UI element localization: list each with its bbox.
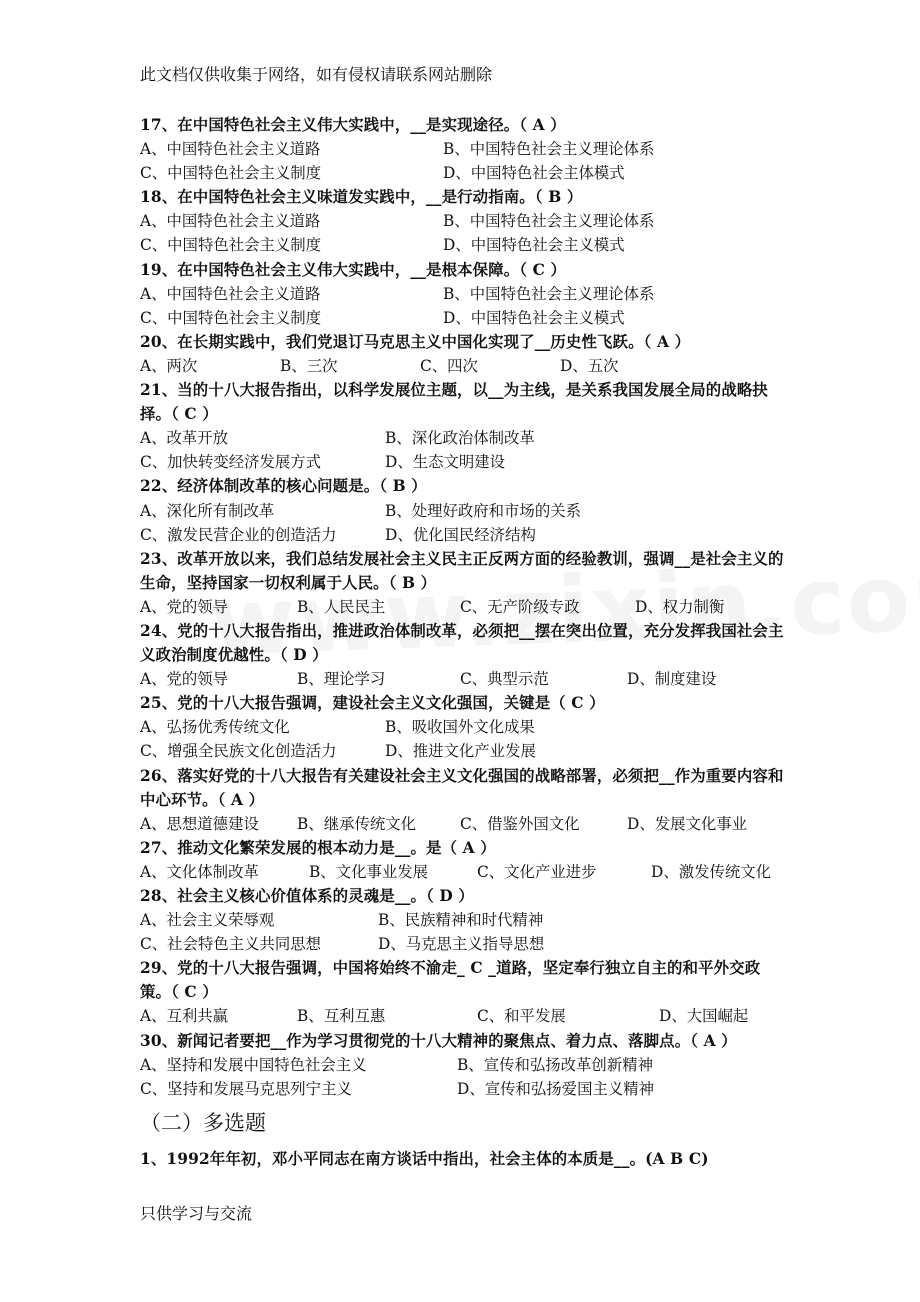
answer-option: C、四次 xyxy=(420,356,478,375)
question-text: 21、当的十八大报告指出，以科学发展位主题，以__为主线，是关系我国发展全局的战略抉择。（ C ） xyxy=(140,381,768,424)
answer-option: C、和平发展 xyxy=(477,1007,566,1026)
question-text: 23、改革开放以来，我们总结发展社会主义民主正反两方面的经验教训，强调__是社会主义的生命，坚持国家一切权利属于人民。（ B ） xyxy=(140,549,784,592)
answer-option: A、中国特色社会主义道路 xyxy=(140,284,321,303)
answer-option: A、党的领导 xyxy=(140,597,229,616)
answer-option: B、民族精神和时代精神 xyxy=(378,911,544,930)
answer-option: B、文化事业发展 xyxy=(309,862,429,881)
answer-option: D、生态文明建设 xyxy=(385,453,506,472)
answer-option: B、继承传统文化 xyxy=(297,814,417,833)
option-row xyxy=(140,1004,790,1028)
option-row xyxy=(140,233,790,257)
option-row xyxy=(140,667,790,691)
question-list xyxy=(140,113,790,1171)
answer-option: D、五次 xyxy=(560,356,619,375)
answer-option: D、大国崛起 xyxy=(659,1007,749,1026)
question-text: 1、1992年年初，邓小平同志在南方谈话中指出，社会主体的本质是__。(A B C) xyxy=(140,1149,709,1168)
answer-option: D、中国特色社会主体模式 xyxy=(443,164,625,183)
answer-option: B、中国特色社会主义理论体系 xyxy=(443,212,655,231)
answer-option: C、中国特色社会主义制度 xyxy=(140,308,322,327)
answer-option: A、改革开放 xyxy=(140,429,229,448)
section-title: （二）多选题 xyxy=(140,1110,266,1135)
answer-option: A、深化所有制改革 xyxy=(140,501,275,520)
answer-option: B、宣传和弘扬改革创新精神 xyxy=(457,1055,653,1074)
answer-option: B、处理好政府和市场的关系 xyxy=(385,501,581,520)
option-row xyxy=(140,137,790,161)
option-row xyxy=(140,908,790,932)
option-row xyxy=(140,812,790,836)
answer-option: D、权力制衡 xyxy=(635,597,725,616)
question-text: 26、落实好党的十八大报告有关建设社会主义文化强国的战略部署，必须把__作为重要内容和中心环节。（ A ） xyxy=(140,766,784,809)
answer-option: B、吸收国外文化成果 xyxy=(385,718,535,737)
question-text: 22、经济体制改革的核心问题是。（ B ） xyxy=(140,477,427,496)
option-row xyxy=(140,715,790,739)
answer-option: D、宣传和弘扬爱国主义精神 xyxy=(457,1079,655,1098)
answer-option: D、中国特色社会主义模式 xyxy=(443,308,625,327)
option-row xyxy=(140,354,790,378)
option-row xyxy=(140,595,790,619)
answer-option: C、社会特色主义共同思想 xyxy=(140,935,322,954)
answer-option: A、思想道德建设 xyxy=(140,814,259,833)
question-text: 25、党的十八大报告强调，建设社会主义文化强国，关键是（ C ） xyxy=(140,694,605,713)
answer-option: C、中国特色社会主义制度 xyxy=(140,164,322,183)
question-text: 17、在中国特色社会主义伟大实践中，__是实现途径。（ A ） xyxy=(140,116,566,134)
answer-option: C、激发民营企业的创造活力 xyxy=(140,525,337,544)
answer-option: C、典型示范 xyxy=(460,670,549,689)
answer-option: D、马克思主义指导思想 xyxy=(378,935,545,954)
answer-option: A、文化体制改革 xyxy=(140,862,259,881)
answer-option: D、发展文化事业 xyxy=(627,814,748,833)
question-text: 29、党的十八大报告强调，中国将始终不渝走_ C _道路，坚定奉行独立自主的和平外交政策。（ C ） xyxy=(140,959,761,1002)
answer-option: B、中国特色社会主义理论体系 xyxy=(443,140,655,159)
option-row xyxy=(140,426,790,450)
answer-option: A、中国特色社会主义道路 xyxy=(140,212,321,231)
answer-option: A、弘扬优秀传统文化 xyxy=(140,718,290,737)
question-text: 24、党的十八大报告指出，推进政治体制改革，必须把__摆在突出位置，充分发挥我国社会主义政治制度优越性。（ D ） xyxy=(140,621,784,665)
answer-option: C、增强全民族文化创造活力 xyxy=(140,742,337,761)
answer-option: A、互利共赢 xyxy=(140,1007,229,1026)
option-row xyxy=(140,282,790,306)
question-text: 27、推动文化繁荣发展的根本动力是__。是（ A ） xyxy=(140,838,496,857)
option-row xyxy=(140,1077,790,1101)
option-row xyxy=(140,306,790,330)
answer-option: C、中国特色社会主义制度 xyxy=(140,236,322,255)
question-text: 18、在中国特色社会主义味道发实践中，__是行动指南。（ B ） xyxy=(140,188,583,207)
answer-option: D、中国特色社会主义模式 xyxy=(443,236,625,255)
answer-option: A、社会主义荣辱观 xyxy=(140,911,275,930)
answer-option: B、三次 xyxy=(280,356,338,375)
answer-option: B、互利互惠 xyxy=(297,1007,386,1026)
answer-option: B、中国特色社会主义理论体系 xyxy=(443,284,655,303)
option-row xyxy=(140,499,790,523)
answer-option: D、推进文化产业发展 xyxy=(385,742,536,761)
header-note: 此文档仅供收集于网络，如有侵权请联系网站删除 xyxy=(140,65,493,84)
answer-option: D、激发传统文化 xyxy=(651,862,772,881)
answer-option: A、两次 xyxy=(140,356,198,375)
answer-option: C、加快转变经济发展方式 xyxy=(140,453,322,472)
option-row xyxy=(140,932,790,956)
option-row xyxy=(140,739,790,763)
answer-option: A、坚持和发展中国特色社会主义 xyxy=(140,1055,367,1074)
question-text: 28、社会主义核心价值体系的灵魂是__。（ D ） xyxy=(140,887,474,905)
option-row xyxy=(140,860,790,884)
answer-option: C、借鉴外国文化 xyxy=(460,814,580,833)
answer-option: D、制度建设 xyxy=(627,670,717,689)
option-row xyxy=(140,209,790,233)
answer-option: C、文化产业进步 xyxy=(477,862,597,881)
question-text: 30、新闻记者要把__作为学习贯彻党的十八大精神的聚焦点、着力点、落脚点。（ A ） xyxy=(140,1031,737,1050)
answer-option: B、人民民主 xyxy=(297,597,386,616)
option-row xyxy=(140,1053,790,1077)
answer-option: D、优化国民经济结构 xyxy=(385,525,536,544)
option-row xyxy=(140,523,790,547)
answer-option: C、无产阶级专政 xyxy=(460,597,580,616)
question-text: 19、在中国特色社会主义伟大实践中，__是根本保障。（ C ） xyxy=(140,260,567,279)
answer-option: C、坚持和发展马克思列宁主义 xyxy=(140,1079,352,1098)
answer-option: B、理论学习 xyxy=(297,670,386,689)
question-text: 20、在长期实践中，我们党退订马克思主义中国化实现了__历史性飞跃。（ A ） xyxy=(140,332,691,351)
answer-option: B、深化政治体制改革 xyxy=(385,429,535,448)
option-row xyxy=(140,161,790,185)
answer-option: A、党的领导 xyxy=(140,670,229,689)
footer-note: 只供学习与交流 xyxy=(140,1204,253,1223)
option-row xyxy=(140,450,790,474)
answer-option: A、中国特色社会主义道路 xyxy=(140,140,321,159)
